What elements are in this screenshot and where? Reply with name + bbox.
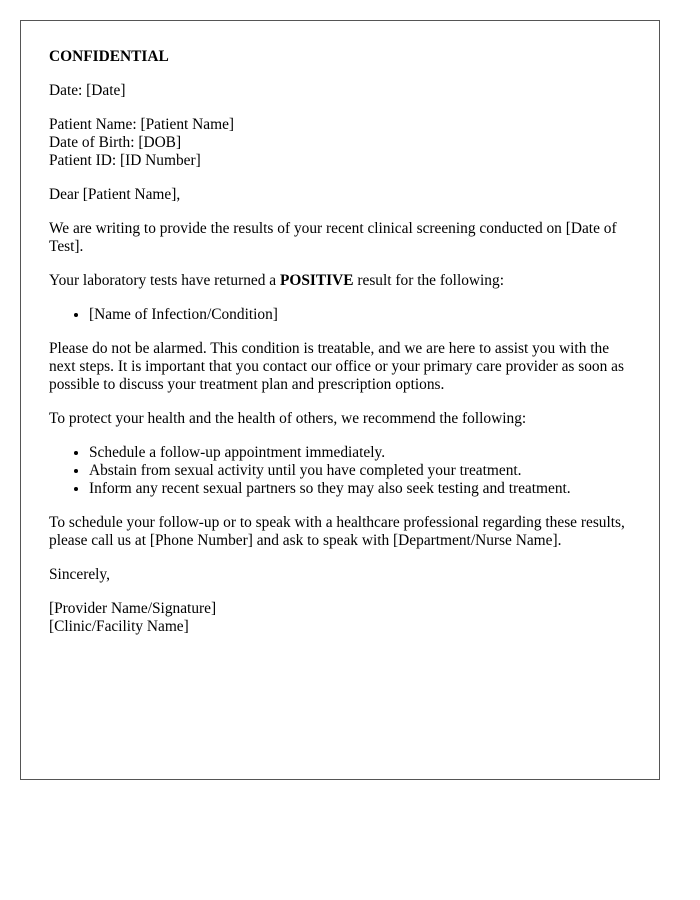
facility-name: [Clinic/Facility Name] [49, 618, 189, 635]
date-line: Date: [Date] [49, 82, 126, 99]
recommendation-item: • Schedule a follow-up appointment immediately. [89, 444, 631, 462]
conditions-list [49, 306, 631, 324]
patient-id-line: Patient ID: [ID Number] [49, 152, 201, 169]
result-paragraph [49, 272, 631, 290]
reassurance-paragraph: Please do not be alarmed. This condition is treatable, and we are here to assist you with the next steps. It is important that you contact our office or your primary care provider as soon as possible to discuss your treatment plan and prescription options. [49, 340, 624, 393]
recommend-intro: To protect your health and the health of others, we recommend the following: [49, 410, 527, 427]
recommendations-list [49, 444, 631, 498]
contact-paragraph: To schedule your follow-up or to speak with a healthcare professional regarding these results, please call us at [Phone Number] and ask to speak with [Department/Nurse Name]. [49, 514, 625, 549]
signature-block [49, 600, 631, 636]
condition-item: • [Name of Infection/Condition] [89, 306, 631, 324]
result-positive: POSITIVE [279, 272, 354, 289]
recommendation-item: • Inform any recent sexual partners so they may also seek testing and treatment. [89, 480, 631, 498]
intro-paragraph: We are writing to provide the results of your recent clinical screening conducted on [Date of Test]. [49, 220, 617, 255]
dob-line: Date of Birth: [DOB] [49, 134, 182, 151]
patient-name-line: Patient Name: [Patient Name] [49, 116, 235, 133]
result-text-after: result for the following: [353, 272, 504, 289]
result-text-before: Your laboratory tests have returned a [49, 272, 280, 289]
signature-name: [Provider Name/Signature] [49, 600, 217, 617]
salutation: Dear [Patient Name], [49, 186, 181, 203]
confidential-heading: CONFIDENTIAL [49, 48, 169, 65]
closing: Sincerely, [49, 566, 110, 583]
patient-info-block [49, 116, 631, 170]
letter-page [20, 20, 660, 780]
recommendation-item: • Abstain from sexual activity until you have completed your treatment. [89, 462, 631, 480]
